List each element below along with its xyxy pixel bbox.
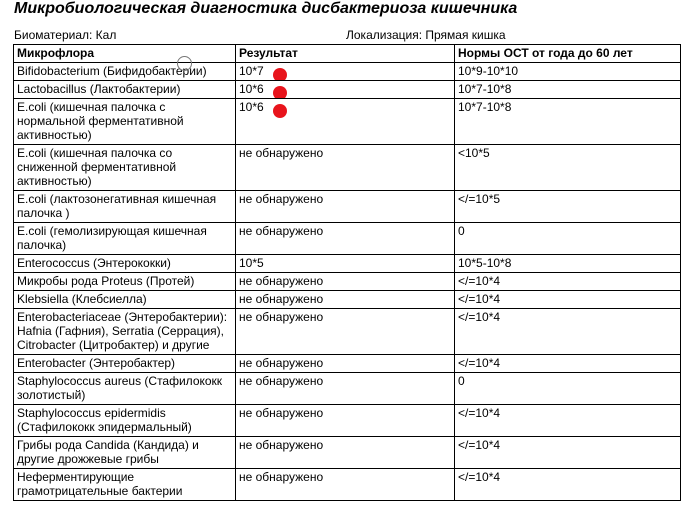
table-row <box>14 255 681 273</box>
organism-cell: Enterobacter (Энтеробактер) <box>14 355 236 373</box>
organism-cell: Staphylococcus epidermidis (Стафилококк эпидермальный) <box>14 405 236 437</box>
result-value: 10*6 <box>239 100 264 114</box>
result-cell <box>236 255 455 273</box>
result-value: 10*6 <box>239 82 264 96</box>
norm-cell: </=10*5 <box>455 191 681 223</box>
result-value: не обнаружено <box>239 292 324 306</box>
result-value: не обнаружено <box>239 438 324 452</box>
organism-cell: Bifidobacterium (Бифидобактерии) <box>14 63 236 81</box>
result-cell <box>236 191 455 223</box>
norm-cell: </=10*4 <box>455 469 681 501</box>
organism-cell: Неферментирующие грамотрицательные бактерии <box>14 469 236 501</box>
norm-cell: </=10*4 <box>455 405 681 437</box>
table-row <box>14 99 681 145</box>
result-cell <box>236 291 455 309</box>
header-microflora: Микрофлора <box>14 45 236 63</box>
norm-cell: </=10*4 <box>455 355 681 373</box>
result-cell <box>236 99 455 145</box>
result-value: не обнаружено <box>239 406 324 420</box>
result-cell <box>236 81 455 99</box>
norm-cell: </=10*4 <box>455 291 681 309</box>
result-value: не обнаружено <box>239 374 324 388</box>
table-row <box>14 145 681 191</box>
organism-cell: Klebsiella (Клебсиелла) <box>14 291 236 309</box>
result-cell <box>236 223 455 255</box>
organism-cell: E.coli (гемолизирующая кишечная палочка) <box>14 223 236 255</box>
table-row <box>14 355 681 373</box>
result-value: 10*7 <box>239 64 264 78</box>
result-value: не обнаружено <box>239 310 324 324</box>
red-dot-icon <box>273 86 287 99</box>
table-row <box>14 291 681 309</box>
result-cell <box>236 355 455 373</box>
result-cell <box>236 437 455 469</box>
norm-cell: </=10*4 <box>455 437 681 469</box>
organism-cell: Enterobacteriaceae (Энтеробактерии): Hafnia (Гафния), Serratia (Серрация), Citrobacter (Цитробактер) и другие <box>14 309 236 355</box>
result-value: не обнаружено <box>239 224 324 238</box>
red-dot-icon <box>273 104 287 118</box>
result-value: не обнаружено <box>239 356 324 370</box>
results-table <box>13 44 681 501</box>
table-row <box>14 405 681 437</box>
result-value: не обнаружено <box>239 192 324 206</box>
table-row <box>14 469 681 501</box>
biomaterial-label: Биоматериал: Кал <box>14 28 117 42</box>
organism-cell: E.coli (кишечная палочка со сниженной ферментативной активностью) <box>14 145 236 191</box>
result-cell <box>236 63 455 81</box>
norm-cell: 0 <box>455 373 681 405</box>
result-cell <box>236 309 455 355</box>
norm-cell: 10*7-10*8 <box>455 81 681 99</box>
result-value: не обнаружено <box>239 146 324 160</box>
table-row <box>14 273 681 291</box>
table-row <box>14 63 681 81</box>
organism-cell: E.coli (кишечная палочка с нормальной ферментативной активностью) <box>14 99 236 145</box>
organism-cell: E.coli (лактозонегативная кишечная палочка ) <box>14 191 236 223</box>
norm-cell: </=10*4 <box>455 273 681 291</box>
table-row <box>14 191 681 223</box>
organism-cell: Грибы рода Candida (Кандида) и другие дрожжевые грибы <box>14 437 236 469</box>
table-header-row <box>14 45 681 63</box>
organism-cell: Staphylococcus aureus (Стафилококк золотистый) <box>14 373 236 405</box>
table-row <box>14 81 681 99</box>
result-cell <box>236 373 455 405</box>
norm-cell: 0 <box>455 223 681 255</box>
table-row <box>14 223 681 255</box>
table-row <box>14 309 681 355</box>
norm-cell: 10*9-10*10 <box>455 63 681 81</box>
red-dot-icon <box>273 68 287 81</box>
table-row <box>14 437 681 469</box>
norm-cell: 10*5-10*8 <box>455 255 681 273</box>
norm-cell: <10*5 <box>455 145 681 191</box>
norm-cell: 10*7-10*8 <box>455 99 681 145</box>
header-norms: Нормы ОСТ от года до 60 лет <box>455 45 681 63</box>
result-value: не обнаружено <box>239 470 324 484</box>
result-cell <box>236 273 455 291</box>
result-cell <box>236 145 455 191</box>
localization-label: Локализация: Прямая кишка <box>346 28 506 42</box>
organism-cell: Микробы рода Proteus (Протей) <box>14 273 236 291</box>
cursor-circle-icon <box>177 56 192 71</box>
organism-cell: Lactobacillus (Лактобактерии) <box>14 81 236 99</box>
table-row <box>14 373 681 405</box>
norm-cell: </=10*4 <box>455 309 681 355</box>
result-value: не обнаружено <box>239 274 324 288</box>
result-value: 10*5 <box>239 256 264 270</box>
document-title: Микробиологическая диагностика дисбактериоза кишечника <box>14 0 518 17</box>
result-cell <box>236 405 455 437</box>
header-result: Результат <box>236 45 455 63</box>
organism-cell: Enterococcus (Энтерококки) <box>14 255 236 273</box>
result-cell <box>236 469 455 501</box>
